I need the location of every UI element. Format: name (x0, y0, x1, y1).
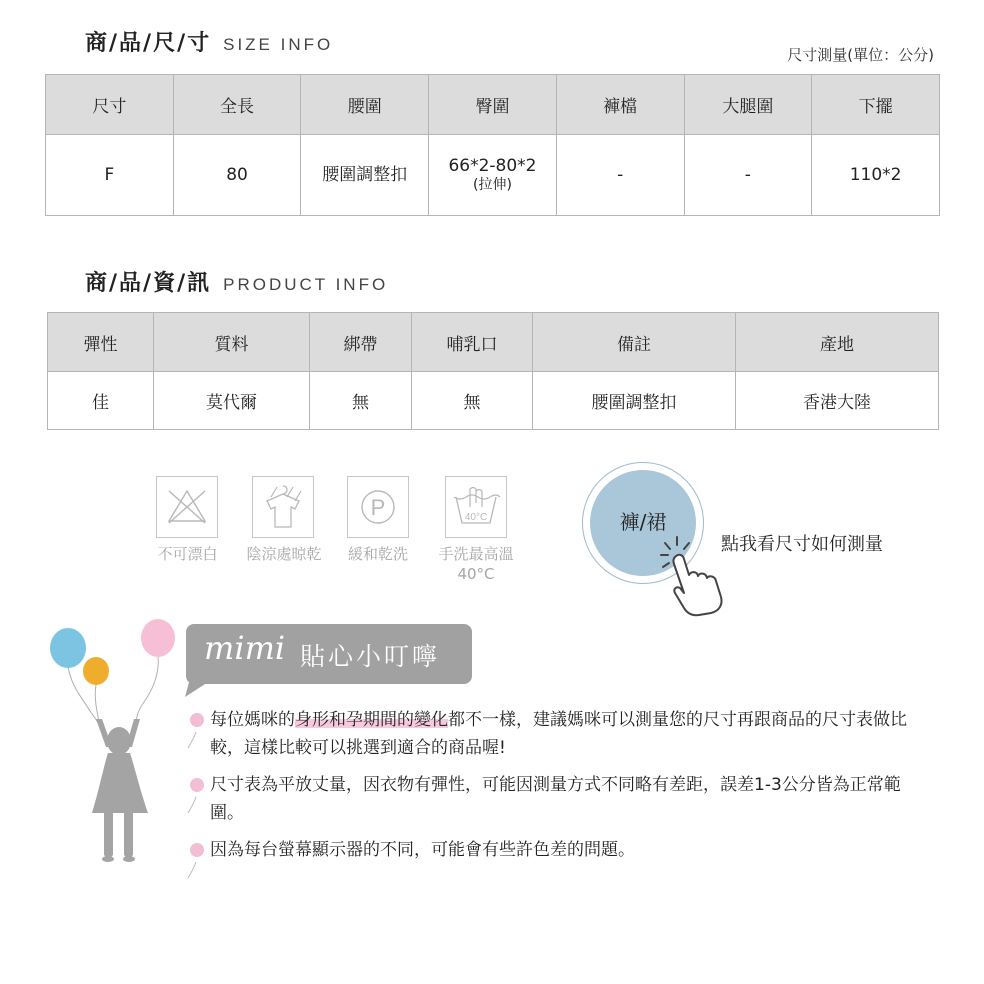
size-header-length: 全長 (173, 75, 301, 135)
tips-title: 貼心小叮嚀 (300, 642, 441, 671)
size-section-title: 商/品/尺/寸 (85, 31, 212, 56)
size-header-thigh: 大腿圍 (684, 75, 812, 135)
info-header-nursing: 哺乳口 (412, 313, 533, 372)
girl-balloons-illustration (44, 615, 184, 870)
hip-value: 66*2-80*2 (448, 156, 537, 177)
tip-item-2 (190, 771, 930, 827)
hand-wash-icon (445, 476, 507, 538)
origin-value: 香港大陸 (736, 372, 939, 430)
hip-note: (拉伸) (472, 176, 512, 193)
material-value: 莫代爾 (154, 372, 310, 430)
tip-item-1 (190, 706, 930, 762)
info-header-material: 質料 (154, 313, 310, 372)
hem-value: 110*2 (812, 135, 940, 216)
tip-stroke-icon (186, 795, 200, 815)
tip2-text: 尺寸表為平放丈量，因衣物有彈性，可能因測量方式不同略有差距，誤差1-3公分皆為正常範圍。 (210, 775, 901, 823)
size-header-hip: 臀圍 (429, 75, 557, 135)
tip1-text-end: 都不一樣，建議媽咪可以測量您的尺寸再跟商品的尺寸表做比較，這樣比較可以挑選到適合的商品喔! (210, 710, 907, 758)
tip-item-3 (190, 836, 930, 864)
elasticity-value: 佳 (48, 372, 154, 430)
p-symbol: P (370, 495, 386, 520)
waist-value: 腰圍調整扣 (301, 135, 429, 216)
info-header-origin: 產地 (736, 313, 939, 372)
gentle-dry-label: 緩和乾洗 (347, 545, 408, 563)
thigh-value: - (684, 135, 812, 216)
tub-temp: 40°C (464, 512, 488, 523)
tip-stroke-icon (186, 730, 200, 750)
tip-stroke-icon (186, 860, 200, 880)
size-header-crotch: 褲檔 (556, 75, 684, 135)
no-bleach-label: 不可漂白 (157, 545, 218, 563)
tip3-text: 因為每台螢幕顯示器的不同，可能會有些許色差的問題。 (210, 840, 635, 860)
size-header-size: 尺寸 (46, 75, 174, 135)
hand-wash-label-line1: 手洗最高溫 (438, 545, 514, 563)
info-table-header-row (48, 313, 939, 372)
size-table (45, 74, 940, 216)
info-header-ties: 綁帶 (310, 313, 412, 372)
tip-bullet-icon (190, 843, 204, 857)
tip-bullet-icon (190, 778, 204, 792)
product-section-subtitle: PRODUCT INFO (223, 275, 389, 294)
no-bleach-icon (156, 476, 218, 538)
size-table-header-row (46, 75, 940, 135)
size-value: F (46, 135, 174, 216)
tip-bullet-icon (190, 713, 204, 727)
unit-note: 尺寸測量(單位：公分) (787, 46, 934, 64)
dry-clean-p-icon (347, 476, 409, 538)
hand-wash-label (432, 545, 520, 584)
ties-value: 無 (310, 372, 412, 430)
hand-wash-label-line2: 40°C (457, 564, 495, 583)
size-table-row (46, 135, 940, 216)
info-header-remarks: 備註 (533, 313, 736, 372)
line-dry-shade-icon (252, 476, 314, 538)
blue-balloon (50, 628, 86, 668)
tips-brand: mimi (204, 629, 286, 667)
orange-balloon (83, 657, 109, 685)
length-value: 80 (173, 135, 301, 216)
size-section-heading (85, 26, 333, 57)
crotch-value: - (556, 135, 684, 216)
nursing-value: 無 (412, 372, 533, 430)
size-header-waist: 腰圍 (301, 75, 429, 135)
measure-button-label[interactable]: 褲/裙 (619, 510, 667, 534)
pink-balloon (141, 619, 175, 657)
size-header-hem: 下擺 (812, 75, 940, 135)
product-section-heading (85, 266, 388, 297)
hip-cell (429, 135, 557, 216)
bubble-tail (183, 675, 227, 699)
tip1-text-start: 每位媽咪的 (210, 710, 295, 730)
remarks-value: 腰圍調整扣 (533, 372, 736, 430)
info-table-row (48, 372, 939, 430)
measure-link[interactable]: 點我看尺寸如何測量 (721, 534, 883, 555)
info-header-elasticity: 彈性 (48, 313, 154, 372)
product-section-title: 商/品/資/訊 (85, 271, 212, 296)
product-info-table (47, 312, 939, 430)
size-section-subtitle: SIZE INFO (223, 35, 334, 54)
tip1-highlight: 身形和孕期間的變化 (295, 710, 448, 730)
shade-dry-label: 陰涼處晾乾 (246, 545, 322, 563)
